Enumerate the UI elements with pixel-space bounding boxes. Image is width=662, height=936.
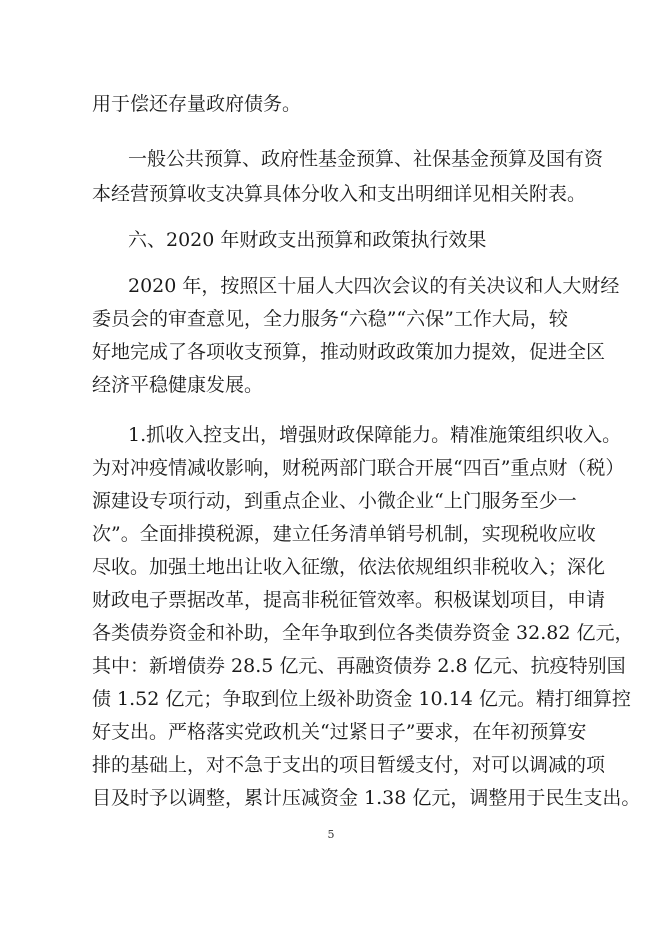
text-line: 尽收。加强土地出让收入征缴，依法依规组织非税收入；深化 [92,556,606,578]
text-line: 1.抓收入控支出，增强财政保障能力。精准施策组织收入。 [128,424,622,446]
section-heading: 六、2020 年财政支出预算和政策执行效果 [128,229,487,251]
text-line: 其中：新增债券 28.5 亿元、再融资债券 2.8 亿元、抗疫特别国 [92,655,626,677]
text-line: 本经营预算收支决算具体分收入和支出明细详见相关附表。 [92,183,587,205]
text-line: 一般公共预算、政府性基金预算、社保基金预算及国有资 [128,148,604,170]
text-line: 债 1.52 亿元；争取到位上级补助资金 10.14 亿元。精打细算控 [92,688,631,710]
text-line: 2020 年，按照区十届人大四次会议的有关决议和人大财经 [128,275,620,297]
page-number: 5 [327,828,335,841]
text-line: 委员会的审查意见，全力服务“六稳”“六保”工作大局，较 [92,308,568,330]
text-line: 排的基础上，对不急于支出的项目暂缓支付，对可以调减的项 [92,754,606,776]
text-line: 源建设专项行动，到重点企业、小微企业“上门服务至少一 [92,490,577,512]
text-line: 各类债券资金和补助，全年争取到位各类债券资金 32.82 亿元， [92,622,634,644]
text-line: 为对冲疫情减收影响，财税两部门联合开展“四百”重点财（税） [92,457,625,479]
text-line: 好地完成了各项收支预算，推动财政政策加力提效，促进全区 [92,341,606,363]
text-line: 次”。全面排摸税源，建立任务清单销号机制，实现税收应收 [92,523,596,545]
text-line: 好支出。严格落实党政机关“过紧日子”要求，在年初预算安 [92,721,587,743]
text-line: 目及时予以调整，累计压减资金 1.38 亿元，调整用于民生支出。 [92,787,641,809]
text-line: 经济平稳健康发展。 [92,374,264,396]
text-line: 财政电子票据改革，提高非税征管效率。积极谋划项目，申请 [92,589,606,611]
text-line: 用于偿还存量政府债务。 [92,93,302,115]
